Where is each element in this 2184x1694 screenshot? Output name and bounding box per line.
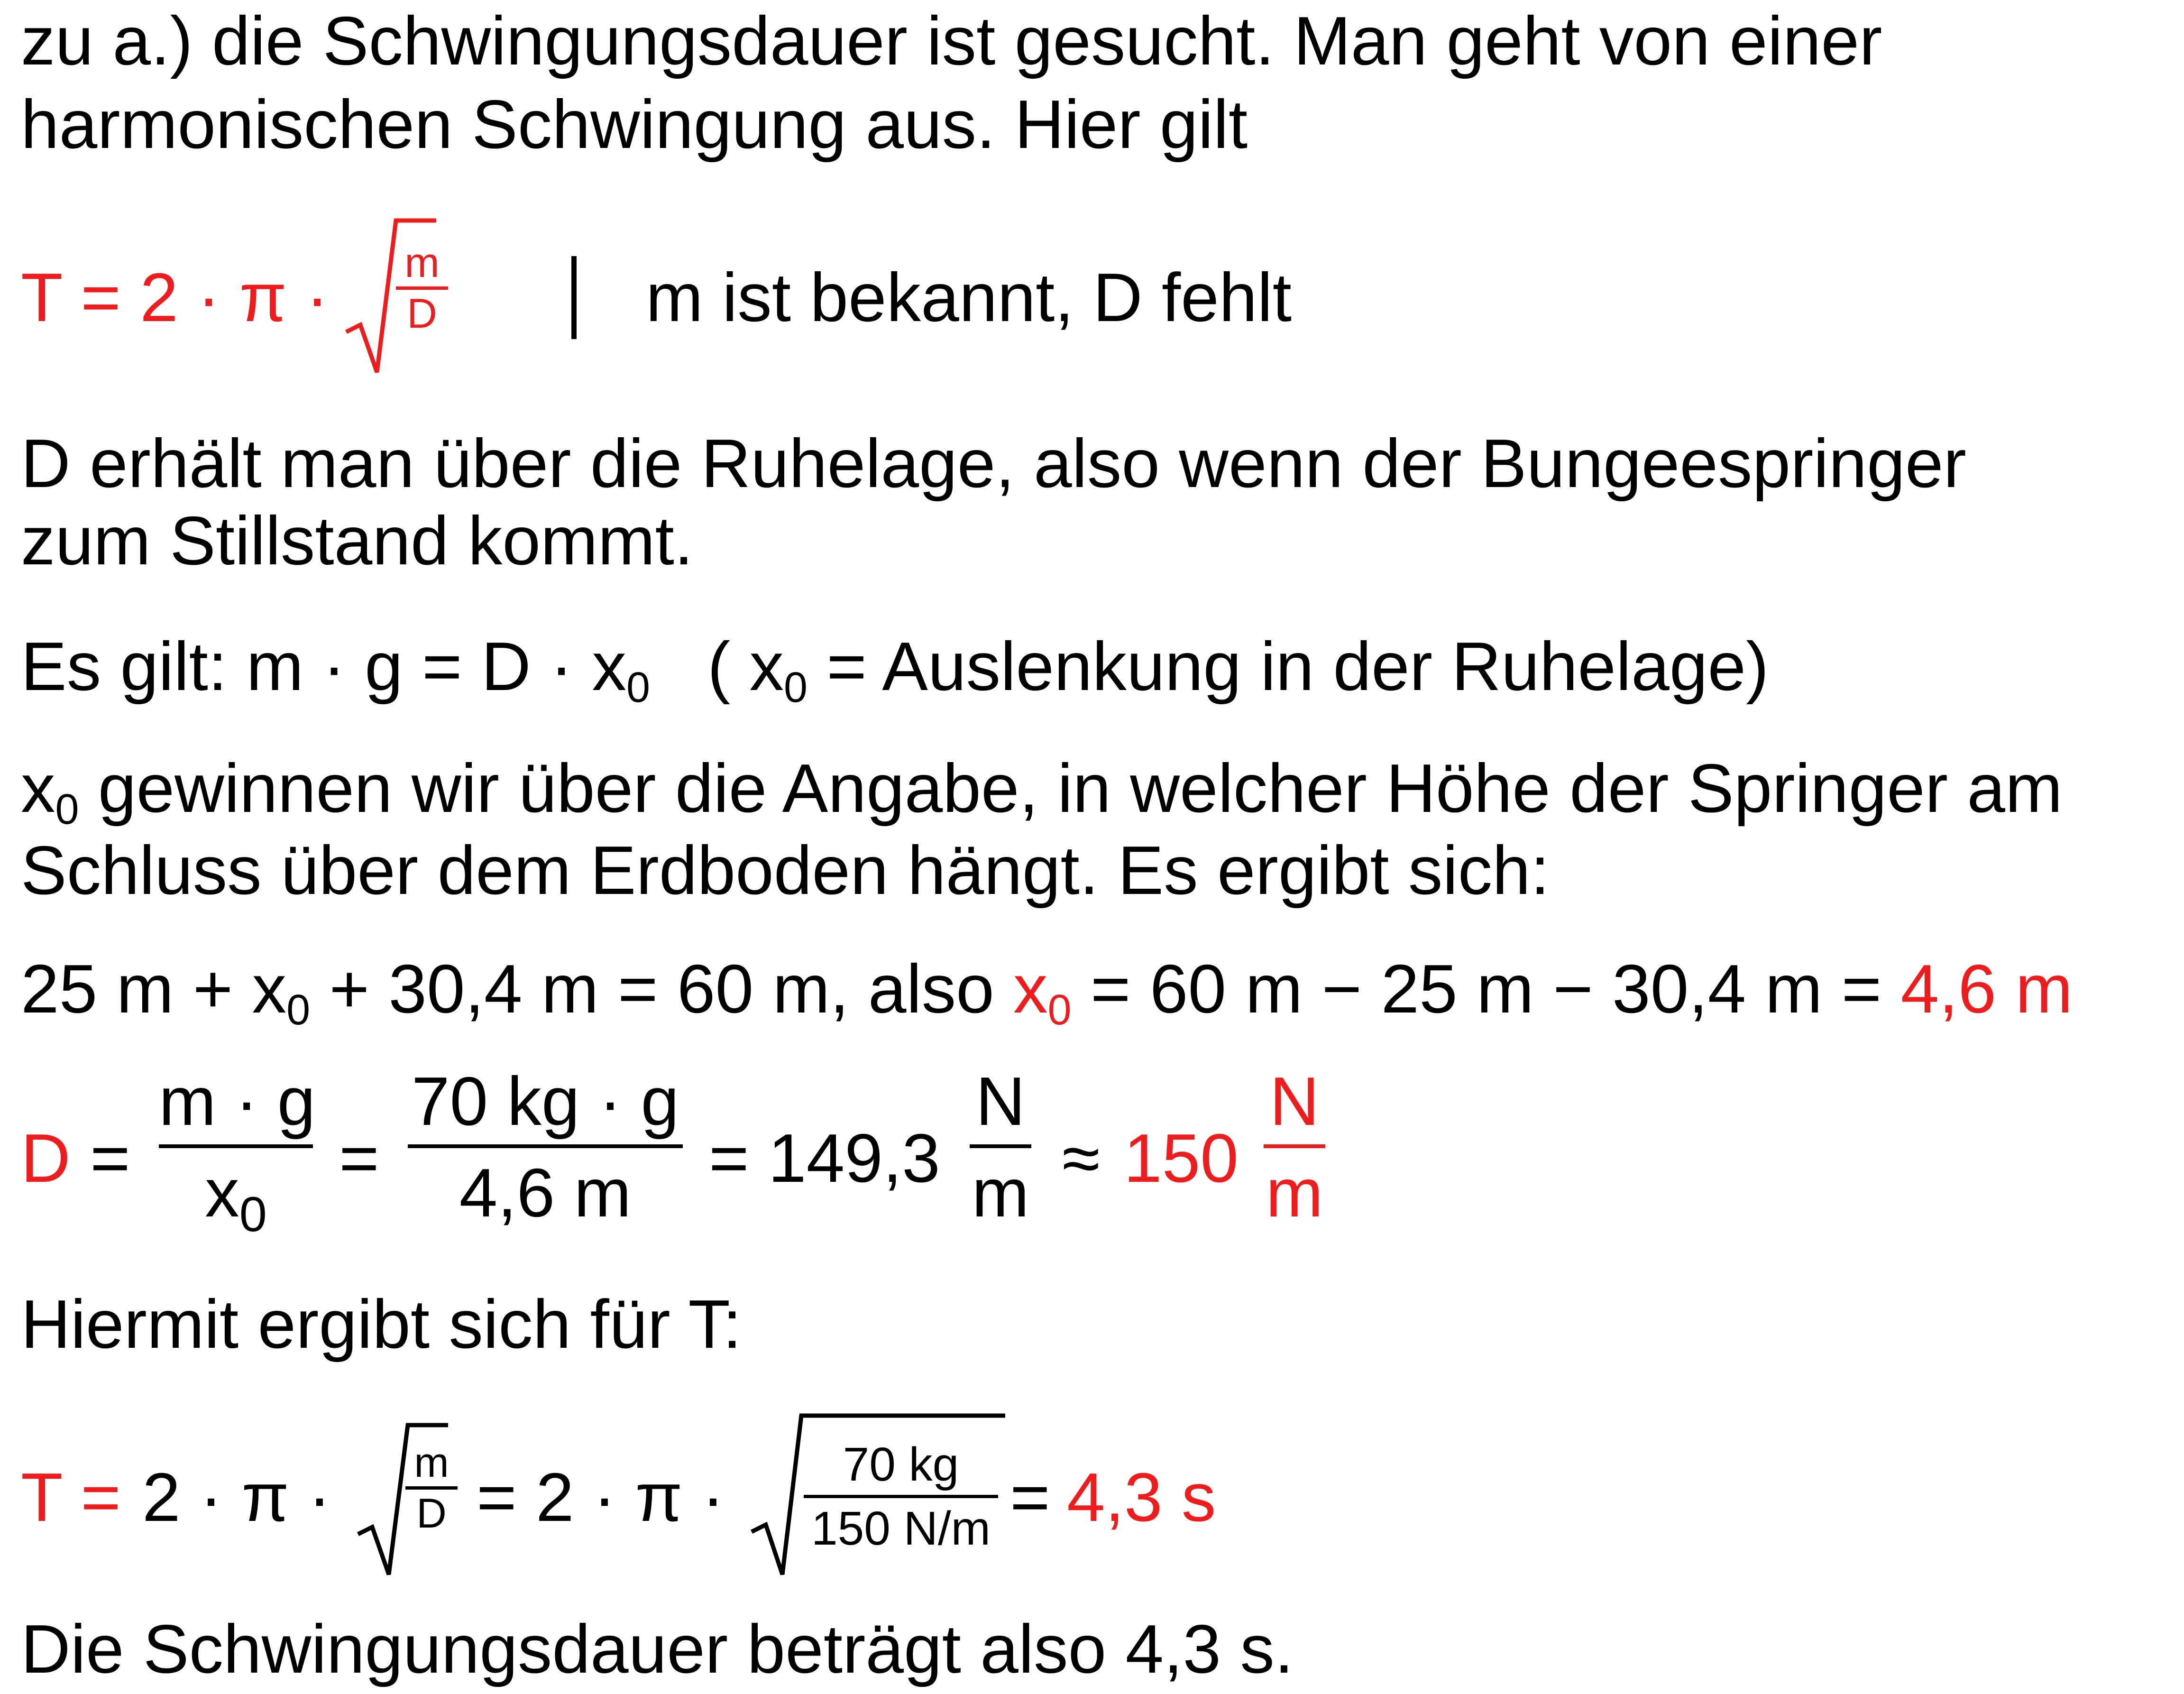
d-fraction-1-den-var: x <box>205 1154 239 1231</box>
d-unit-2-denominator: m <box>1266 1154 1323 1231</box>
period-intro: Hiermit ergibt sich für T: <box>21 1286 742 1363</box>
x0-explanation-line-2: Schluss über dem Erdboden hängt. Es ergibt sich: <box>21 832 1550 909</box>
equilibrium-suffix: = Auslenkung in der Ruhelage) <box>807 628 1769 705</box>
d-fraction-2-bar <box>408 1144 683 1148</box>
x0-equation-part-1: 25 m + x <box>21 950 287 1027</box>
d-fraction-2-denominator: 4,6 m <box>459 1154 632 1231</box>
d-fraction-2-numerator: 70 kg · g <box>411 1063 679 1140</box>
equilibrium-prefix: Es gilt: m · g = D · x <box>21 628 627 705</box>
equilibrium-equation <box>21 628 1769 712</box>
fraction-bar <box>396 286 448 290</box>
t-fraction-2-denominator: 150 N/m <box>811 1502 991 1555</box>
equilibrium-middle: ( x <box>650 628 784 705</box>
d-fraction-1-den-sub: 0 <box>239 1187 267 1243</box>
fraction-denominator: D <box>407 290 437 337</box>
t-fraction-1-bar <box>405 1486 458 1490</box>
d-unit-2-numerator: N <box>1269 1063 1320 1140</box>
d-fraction-2 <box>408 1063 683 1231</box>
t-equation-result: 4,3 s <box>1067 1459 1216 1536</box>
t-fraction-1 <box>405 1439 458 1537</box>
t-fraction-2-numerator: 70 kg <box>843 1438 959 1491</box>
period-formula-fraction <box>396 239 448 337</box>
x0-equation-part-2: + 30,4 m = 60 m, also <box>310 950 1014 1027</box>
equilibrium-sub-1: 0 <box>626 664 651 712</box>
t-fraction-2 <box>804 1438 998 1555</box>
intro-line-2: harmonischen Schwingung aus. Hier gilt <box>21 86 1248 163</box>
d-fraction-1-denominator <box>159 1154 313 1243</box>
d-fraction-1-numerator: m · g <box>159 1063 316 1140</box>
x0-explanation-rest: gewinnen wir über die Angabe, in welcher Höhe der Springer am <box>79 750 2063 827</box>
t-fraction-1-numerator: m <box>414 1439 449 1486</box>
d-unit-1-bar <box>970 1144 1031 1148</box>
d-equation-eq-2: = <box>339 1120 379 1197</box>
rest-position-line-1: D erhält man über die Ruhelage, also wenn der Bungeespringer <box>21 425 1966 502</box>
t-equation-lhs: T = <box>21 1459 121 1536</box>
d-unit-2-bar <box>1264 1144 1325 1148</box>
d-fraction-1-bar <box>159 1144 313 1148</box>
rest-position-line-2: zum Stillstand kommt. <box>21 502 694 579</box>
t-equation-part-1: 2 · π · <box>142 1459 331 1536</box>
d-equation-eq-1: = <box>90 1120 130 1197</box>
d-unit-1 <box>970 1063 1031 1231</box>
period-formula-lhs: T = 2 · π · <box>21 259 329 336</box>
d-unit-1-numerator: N <box>975 1063 1026 1140</box>
x0-equation-result: 4,6 m <box>1900 950 2073 1027</box>
t-equation-part-2: = 2 · π · <box>477 1459 725 1536</box>
d-equation-result: 150 <box>1124 1120 1239 1197</box>
fraction-numerator: m <box>404 239 440 286</box>
d-fraction-1 <box>159 1063 316 1243</box>
d-equation-approx: ≈ <box>1062 1120 1100 1197</box>
separator-bar <box>571 256 577 339</box>
conclusion: Die Schwingungsdauer beträgt also 4,3 s. <box>21 1611 1294 1687</box>
t-fraction-1-denominator: D <box>416 1490 447 1537</box>
d-equation-lhs: D <box>21 1120 71 1197</box>
x0-equation <box>21 950 2073 1034</box>
equilibrium-sub-2: 0 <box>783 664 808 712</box>
d-unit-2 <box>1264 1063 1325 1231</box>
intro-line-1: zu a.) die Schwingungsdauer ist gesucht. Man geht von einer <box>21 2 1882 79</box>
d-unit-1-denominator: m <box>972 1154 1029 1231</box>
d-equation-eq-3: = 149,3 <box>709 1120 940 1197</box>
t-equation-eq: = <box>1010 1459 1050 1536</box>
period-formula-note: m ist bekannt, D fehlt <box>646 259 1292 336</box>
x0-explanation-line-1 <box>21 750 2063 834</box>
x0-equation-part-3: = 60 m − 25 m − 30,4 m = <box>1071 950 1901 1027</box>
x0-equation-sub-1: 0 <box>286 986 311 1034</box>
x0-var: x <box>21 750 55 827</box>
x0-equation-red-sub: 0 <box>1047 986 1072 1034</box>
x0-sub: 0 <box>55 786 79 834</box>
t-fraction-2-bar <box>804 1495 998 1498</box>
x0-equation-red-var: x <box>1013 950 1048 1027</box>
